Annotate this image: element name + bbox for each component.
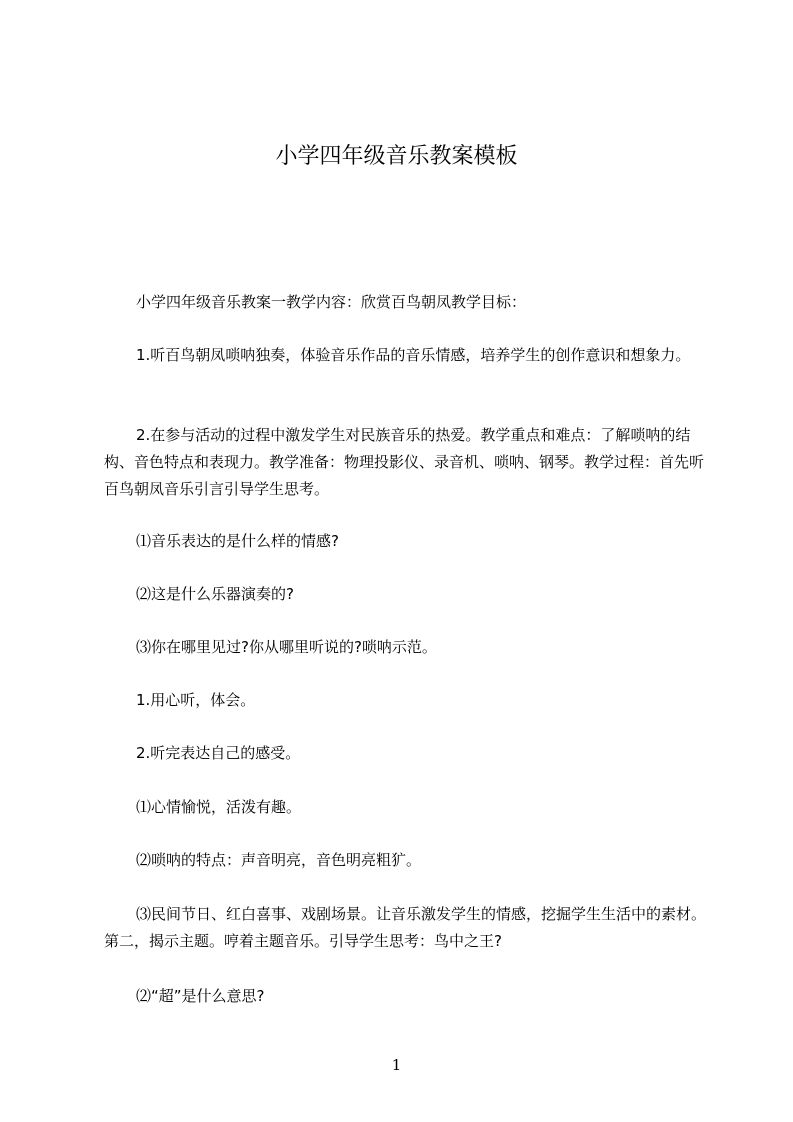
paragraph-step-2: 2.听完表达自己的感受。 xyxy=(136,744,301,762)
document-title: 小学四年级音乐教案模板 xyxy=(275,144,518,169)
page-number: 1 xyxy=(391,1056,402,1074)
paragraph-question-2: ⑵这是什么乐器演奏的? xyxy=(136,585,294,603)
paragraph-answer-3: ⑶民间节日、红白喜事、戏剧场景。让音乐激发学生的情感，挖掘学生生活中的素材。第二，揭示主题。哼着主题音乐。引导学生思考：鸟中之王? xyxy=(104,905,707,950)
paragraph-goal-2: 2.在参与活动的过程中激发学生对民族音乐的热爱。教学重点和难点：了解唢呐的结构、音色特点和表现力。教学准备：物理投影仪、录音机、唢呐、钢琴。教学过程：首先听百鸟朝凤音乐引言引导学生思考。 xyxy=(104,426,705,498)
paragraph-answer-2: ⑵唢呐的特点：声音明亮，音色明亮粗犷。 xyxy=(136,851,422,869)
paragraph-question-1: ⑴音乐表达的是什么样的情感? xyxy=(136,532,339,550)
paragraph-intro: 小学四年级音乐教案一教学内容：欣赏百鸟朝凤教学目标： xyxy=(136,293,527,311)
paragraph-question-super: ⑵“超”是什么意思? xyxy=(136,987,265,1005)
paragraph-goal-1: 1.听百鸟朝凤唢呐独奏，体验音乐作品的音乐情感，培养学生的创作意识和想象力。 xyxy=(136,346,691,364)
paragraph-answer-1: ⑴心情愉悦，活泼有趣。 xyxy=(136,798,302,816)
paragraph-question-3: ⑶你在哪里见过?你从哪里听说的?唢呐示范。 xyxy=(136,638,437,656)
paragraph-step-1: 1.用心听，体会。 xyxy=(136,691,256,709)
